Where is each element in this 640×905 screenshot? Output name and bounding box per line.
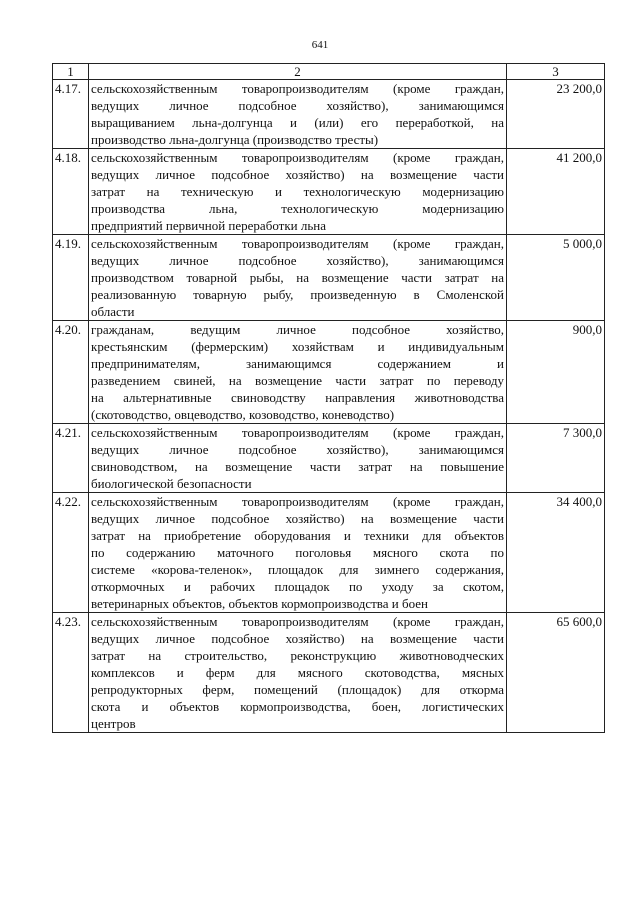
description-line: (скотоводство, овцеводство, козоводство, коневодство) [91,407,395,422]
description-line: крестьянским (фермерским) хозяйствам и индивидуальным [91,339,504,354]
description-line: сельскохозяйственным товаропроизводителям (кроме граждан, [91,236,504,251]
description-line: производства льна, технологическую модернизацию [91,201,504,216]
description-line: производством товарной рыбы, на возмещение части затрат на [91,270,504,285]
description-line: ведущих личное подсобное хозяйство) на возмещение части [91,511,504,526]
table-row [53,613,605,733]
row-amount: 65 600,0 [507,613,605,733]
description-line: затрат на техническую и технологическую модернизацию [91,184,504,199]
description-line: производство льна-долгунца (производство тресты) [91,132,379,147]
description-line: ведущих личное подсобное хозяйство) на возмещение части [91,167,504,182]
table-row [53,493,605,613]
description-line: предпринимателям, занимающимся содержанием и [91,356,504,371]
header-col-1: 1 [53,64,89,80]
description-line: реализованную товарную рыбу, произведенную в Смоленской [91,287,504,302]
description-line: ветеринарных объектов, объектов кормопроизводства и боен [91,596,428,611]
description-line: биологической безопасности [91,476,252,491]
row-description [89,493,507,613]
description-line: комплексов и ферм для мясного скотоводства, мясных [91,665,504,680]
table-body [53,80,605,733]
row-description [89,80,507,149]
description-line: репродукторных ферм, помещений (площадок) для откорма [91,682,504,697]
description-line: разведением свиней, на возмещение части затрат по переводу [91,373,504,388]
row-description [89,149,507,235]
description-line: ведущих личное подсобное хозяйство), занимающимся [91,442,504,457]
description-line: системе «корова-теленок», площадок для зимнего содержания, [91,562,504,577]
description-line: ведущих личное подсобное хозяйство), занимающимся [91,98,504,113]
description-line: выращиванием льна-долгунца и (или) его переработкой, на [91,115,504,130]
row-description [89,424,507,493]
description-line: откормочных и рабочих площадок по уходу за скотом, [91,579,504,594]
description-line: скота и объектов кормопроизводства, боен, логистических [91,699,504,714]
row-amount: 34 400,0 [507,493,605,613]
description-line: центров [91,716,136,731]
description-line: затрат на строительство, реконструкцию животноводческих [91,648,504,663]
description-line: гражданам, ведущим личное подсобное хозяйство, [91,322,504,337]
row-number: 4.20. [53,321,89,424]
row-amount: 5 000,0 [507,235,605,321]
description-line: ведущих личное подсобное хозяйство) на возмещение части [91,631,504,646]
row-number: 4.19. [53,235,89,321]
description-line: по содержанию маточного поголовья мясного скота по [91,545,504,560]
row-number: 4.21. [53,424,89,493]
page-number: 641 [311,39,329,51]
description-line: ведущих личное подсобное хозяйство), занимающимся [91,253,504,268]
table-row [53,424,605,493]
description-line: предприятий первичной переработки льна [91,218,326,233]
header-col-2: 2 [89,64,507,80]
row-description [89,321,507,424]
row-amount: 23 200,0 [507,80,605,149]
description-line: сельскохозяйственным товаропроизводителям (кроме граждан, [91,494,504,509]
row-number: 4.18. [53,149,89,235]
description-line: свиноводством, на возмещение части затрат на повышение [91,459,504,474]
budget-table [52,63,605,733]
description-line: сельскохозяйственным товаропроизводителям (кроме граждан, [91,81,504,96]
row-amount: 7 300,0 [507,424,605,493]
table-row [53,321,605,424]
description-line: на альтернативные свиноводству направления животноводства [91,390,504,405]
row-number: 4.23. [53,613,89,733]
row-description [89,613,507,733]
row-amount: 900,0 [507,321,605,424]
row-number: 4.17. [53,80,89,149]
description-line: затрат на приобретение оборудования и техники для объектов [91,528,504,543]
table-row [53,149,605,235]
table-row [53,235,605,321]
row-amount: 41 200,0 [507,149,605,235]
description-line: сельскохозяйственным товаропроизводителям (кроме граждан, [91,150,504,165]
header-row [53,64,605,80]
header-col-3: 3 [507,64,605,80]
table-header [53,64,605,80]
table-row [53,80,605,149]
description-line: сельскохозяйственным товаропроизводителям (кроме граждан, [91,614,504,629]
description-line: сельскохозяйственным товаропроизводителям (кроме граждан, [91,425,504,440]
description-line: области [91,304,135,319]
row-number: 4.22. [53,493,89,613]
row-description [89,235,507,321]
